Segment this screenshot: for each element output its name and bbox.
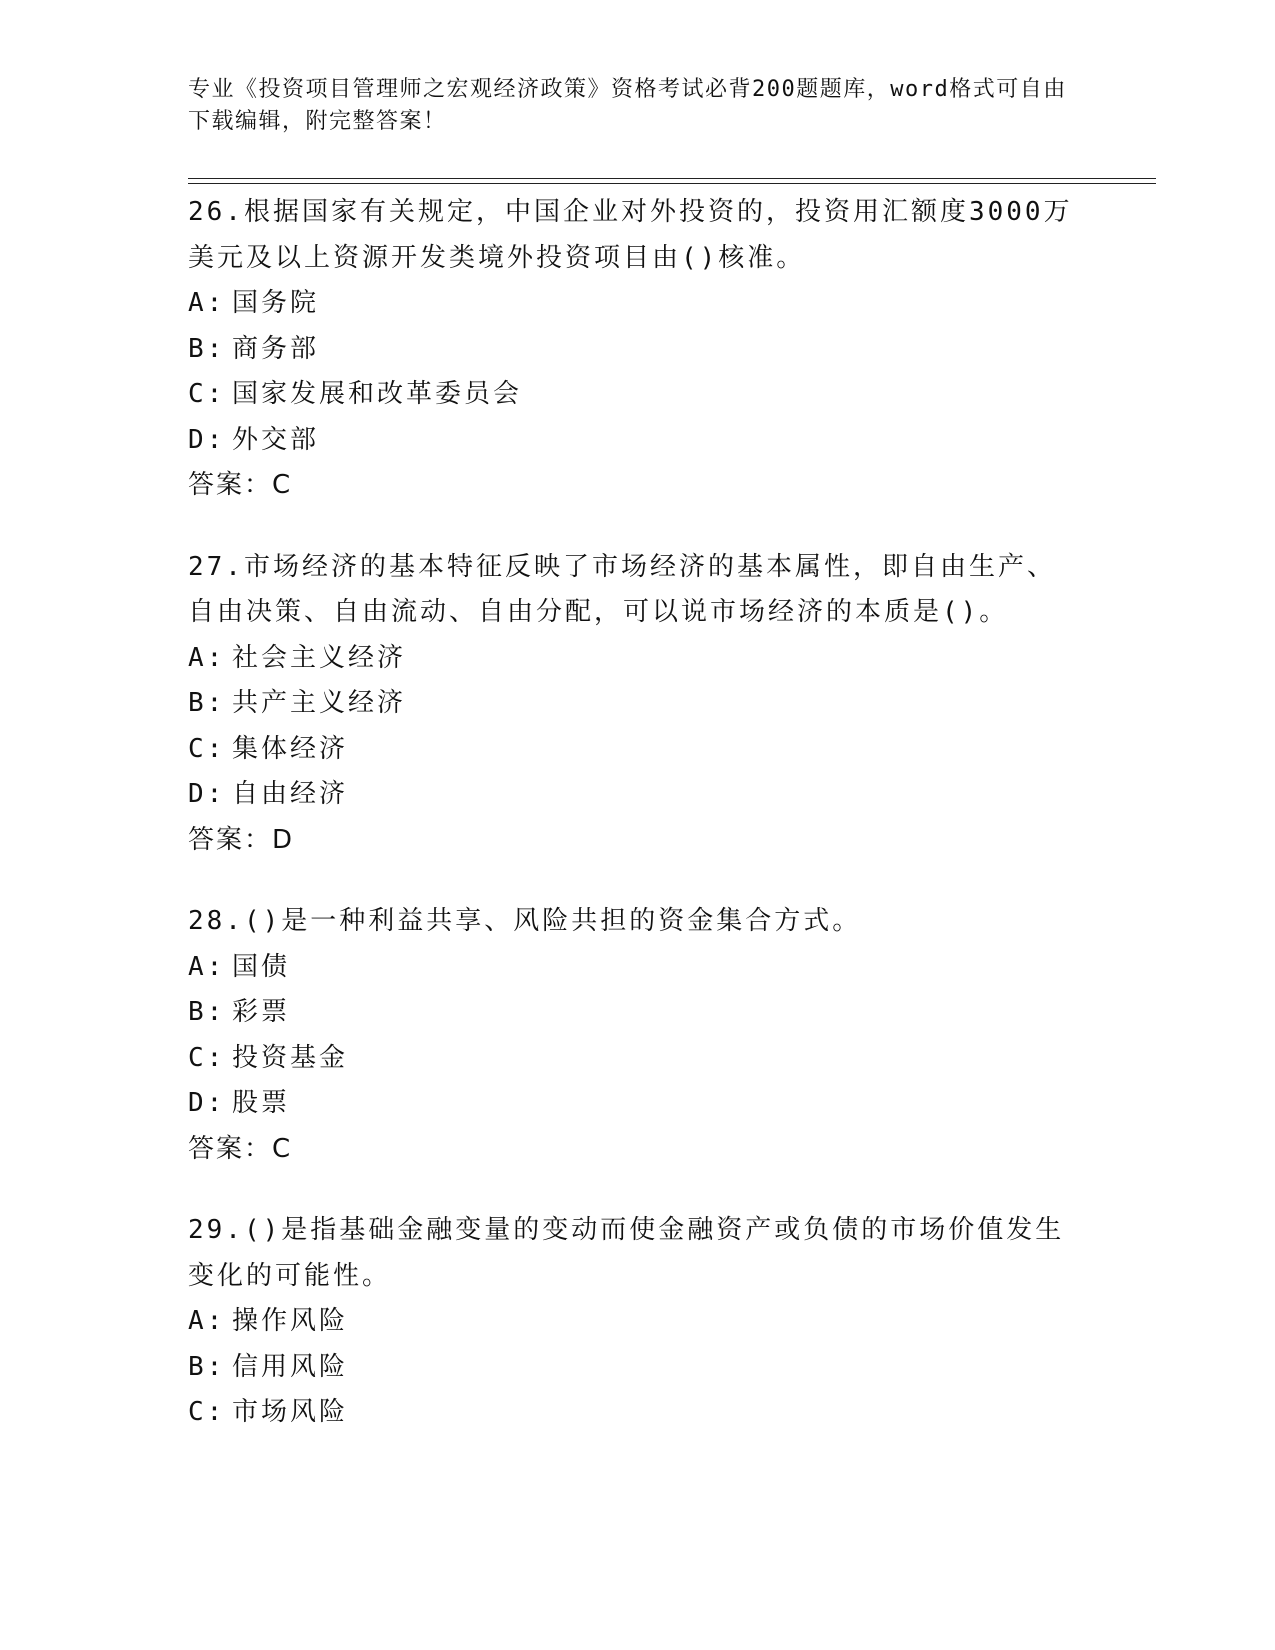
option-text: 信用风险 [232,1351,349,1382]
option-letter: C: [188,1042,226,1073]
option-b [188,990,1088,1036]
option-letter: C: [188,379,226,409]
header-divider-top [188,178,1156,179]
option-text: 国家发展和改革委员会 [232,379,523,409]
option-a [188,281,1088,327]
option-letter: A: [188,1306,226,1336]
option-letter: D: [188,424,226,455]
option-text: 集体经济 [232,733,349,764]
option-text: 操作风险 [232,1306,349,1336]
option-letter: A: [188,951,226,982]
option-d [188,772,1088,818]
option-text: 商务部 [232,333,320,364]
option-a [188,945,1088,991]
option-letter: C: [188,1397,226,1427]
option-text: 市场风险 [232,1397,349,1427]
header-divider-bottom [188,183,1156,184]
option-c [188,1036,1088,1082]
option-text: 彩票 [232,997,291,1027]
option-c [188,1390,1088,1436]
option-c [188,727,1088,773]
question-list [188,190,1088,1472]
option-text: 国债 [232,951,291,982]
option-letter: C: [188,733,226,764]
option-a [188,1299,1088,1345]
option-d [188,418,1088,464]
option-text: 股票 [232,1088,291,1118]
option-a [188,636,1088,682]
option-letter: D: [188,779,226,809]
option-letter: B: [188,333,226,364]
answer-line: 答案：D [188,824,295,855]
option-letter: B: [188,1351,226,1382]
question-29 [188,1208,1088,1436]
document-header: 专业《投资项目管理师之宏观经济政策》资格考试必背200题题库，word格式可自由下载编辑，附完整答案！ [188,77,1067,134]
question-26 [188,190,1088,509]
question-stem: 28.()是一种利益共享、风险共担的资金集合方式。 [188,906,862,936]
question-28 [188,899,1088,1172]
option-text: 自由经济 [232,779,349,809]
option-b [188,1345,1088,1391]
option-letter: D: [188,1088,226,1118]
option-letter: B: [188,997,226,1027]
option-text: 国务院 [232,288,320,318]
option-text: 共产主义经济 [232,688,407,718]
option-text: 外交部 [232,424,320,455]
question-stem: 27.市场经济的基本特征反映了市场经济的基本属性，即自由生产、自由决策、自由流动、自由分配，可以说市场经济的本质是()。 [188,551,1056,627]
question-27 [188,545,1088,864]
answer-line: 答案：C [188,1133,293,1164]
option-letter: A: [188,642,226,673]
question-stem: 29.()是指基础金融变量的变动而使金融资产或负债的市场价值发生变化的可能性。 [188,1215,1065,1291]
option-b [188,327,1088,373]
answer-line: 答案：C [188,470,293,500]
option-text: 社会主义经济 [232,642,407,673]
option-d [188,1081,1088,1127]
option-letter: A: [188,288,226,318]
option-b [188,681,1088,727]
option-letter: B: [188,688,226,718]
option-text: 投资基金 [232,1042,349,1073]
option-c [188,372,1088,418]
question-stem: 26.根据国家有关规定，中国企业对外投资的，投资用汇额度3000万美元及以上资源开发类境外投资项目由()核准。 [188,197,1073,273]
